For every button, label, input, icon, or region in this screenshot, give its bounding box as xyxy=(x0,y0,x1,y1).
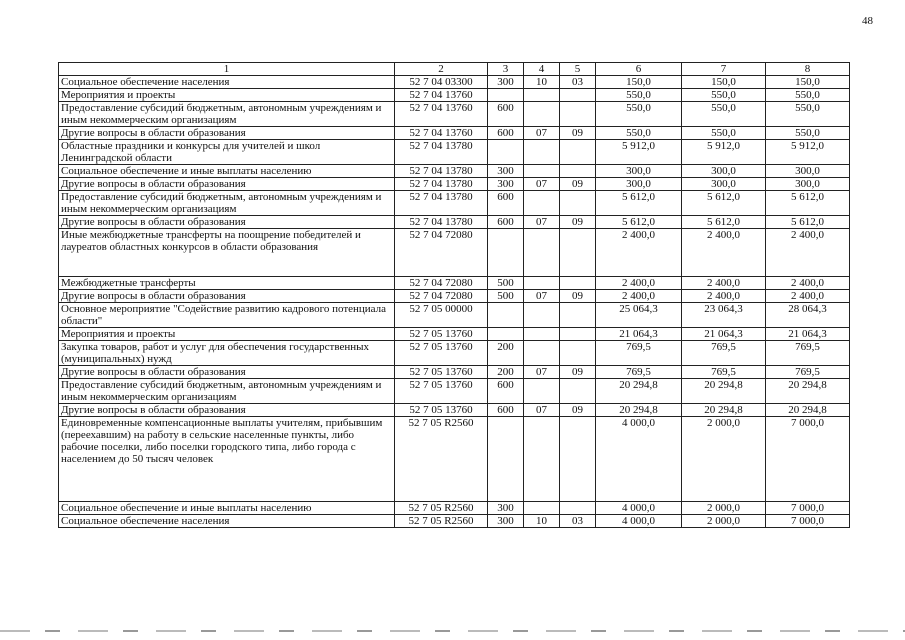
table-cell-amount-col8: 5 912,0 xyxy=(766,140,850,165)
table-cell-section: 07 xyxy=(524,404,560,417)
table-cell-code: 52 7 04 13780 xyxy=(395,216,488,229)
table-cell-amount-col7: 769,5 xyxy=(682,366,766,379)
table-cell-name: Социальное обеспечение населения xyxy=(59,76,395,89)
table-cell-code: 52 7 05 R2560 xyxy=(395,417,488,502)
table-cell-amount-col6: 150,0 xyxy=(596,76,682,89)
table-cell-amount-col8: 2 400,0 xyxy=(766,290,850,303)
table-row xyxy=(59,127,850,140)
table-cell-expense-type xyxy=(488,303,524,328)
table-cell-amount-col6: 769,5 xyxy=(596,366,682,379)
table-cell-code: 52 7 04 13760 xyxy=(395,89,488,102)
table-cell-amount-col7: 300,0 xyxy=(682,165,766,178)
table-cell-amount-col7: 2 400,0 xyxy=(682,277,766,290)
table-cell-subsection xyxy=(560,502,596,515)
table-cell-name: Закупка товаров, работ и услуг для обеспечения государственных (муниципальных) нужд xyxy=(59,341,395,366)
table-cell-expense-type: 600 xyxy=(488,191,524,216)
table-row xyxy=(59,102,850,127)
table-cell-amount-col8: 550,0 xyxy=(766,102,850,127)
page-number: 48 xyxy=(862,15,873,27)
table-cell-amount-col6: 4 000,0 xyxy=(596,515,682,528)
table-cell-amount-col7: 2 000,0 xyxy=(682,515,766,528)
table-row xyxy=(59,502,850,515)
table-cell-name: Другие вопросы в области образования xyxy=(59,290,395,303)
table-cell-section xyxy=(524,229,560,277)
table-cell-section: 10 xyxy=(524,76,560,89)
table-row xyxy=(59,366,850,379)
table-cell-subsection xyxy=(560,165,596,178)
table-cell-code: 52 7 04 13780 xyxy=(395,140,488,165)
table-cell-subsection xyxy=(560,379,596,404)
table-cell-amount-col8: 7 000,0 xyxy=(766,502,850,515)
column-header: 8 xyxy=(766,63,850,76)
table-cell-amount-col6: 550,0 xyxy=(596,89,682,102)
table-cell-amount-col6: 4 000,0 xyxy=(596,417,682,502)
table-cell-amount-col7: 20 294,8 xyxy=(682,379,766,404)
column-header: 4 xyxy=(524,63,560,76)
table-cell-expense-type: 600 xyxy=(488,216,524,229)
table-cell-amount-col6: 5 912,0 xyxy=(596,140,682,165)
table-cell-amount-col6: 550,0 xyxy=(596,102,682,127)
table-cell-subsection xyxy=(560,229,596,277)
table-cell-code: 52 7 04 13780 xyxy=(395,178,488,191)
table-cell-expense-type: 500 xyxy=(488,277,524,290)
table-cell-amount-col7: 150,0 xyxy=(682,76,766,89)
table-cell-code: 52 7 04 72080 xyxy=(395,290,488,303)
table-cell-expense-type: 300 xyxy=(488,178,524,191)
column-header: 1 xyxy=(59,63,395,76)
table-cell-expense-type: 300 xyxy=(488,165,524,178)
table-cell-amount-col6: 21 064,3 xyxy=(596,328,682,341)
table-cell-code: 52 7 05 13760 xyxy=(395,366,488,379)
table-cell-amount-col6: 20 294,8 xyxy=(596,379,682,404)
table-cell-amount-col8: 769,5 xyxy=(766,341,850,366)
table-cell-amount-col7: 2 000,0 xyxy=(682,502,766,515)
table-cell-subsection xyxy=(560,328,596,341)
table-cell-name: Областные праздники и конкурсы для учителей и школ Ленинградской области xyxy=(59,140,395,165)
table-cell-subsection: 09 xyxy=(560,178,596,191)
table-cell-code: 52 7 04 13780 xyxy=(395,165,488,178)
table-row xyxy=(59,165,850,178)
table-cell-amount-col8: 300,0 xyxy=(766,178,850,191)
table-row xyxy=(59,341,850,366)
table-cell-name: Предоставление субсидий бюджетным, автономным учреждениям и иным некоммерческим организациям xyxy=(59,191,395,216)
table-cell-amount-col6: 300,0 xyxy=(596,165,682,178)
table-cell-name: Основное мероприятие "Содействие развитию кадрового потенциала области" xyxy=(59,303,395,328)
table-cell-amount-col8: 5 612,0 xyxy=(766,191,850,216)
table-cell-amount-col8: 550,0 xyxy=(766,127,850,140)
column-header: 5 xyxy=(560,63,596,76)
table-cell-expense-type: 200 xyxy=(488,341,524,366)
column-header: 7 xyxy=(682,63,766,76)
table-row xyxy=(59,404,850,417)
table-row xyxy=(59,89,850,102)
table-row xyxy=(59,303,850,328)
table-cell-section xyxy=(524,303,560,328)
table-cell-amount-col7: 300,0 xyxy=(682,178,766,191)
table-cell-subsection: 09 xyxy=(560,404,596,417)
table-cell-amount-col6: 20 294,8 xyxy=(596,404,682,417)
table-cell-amount-col7: 2 400,0 xyxy=(682,229,766,277)
table-cell-name: Иные межбюджетные трансферты на поощрение победителей и лауреатов областных конкурсов в области образования xyxy=(59,229,395,277)
column-header: 3 xyxy=(488,63,524,76)
column-header: 2 xyxy=(395,63,488,76)
table-cell-amount-col8: 2 400,0 xyxy=(766,277,850,290)
table-cell-amount-col8: 20 294,8 xyxy=(766,379,850,404)
table-cell-subsection xyxy=(560,191,596,216)
column-header: 6 xyxy=(596,63,682,76)
table-cell-expense-type xyxy=(488,417,524,502)
table-cell-amount-col7: 550,0 xyxy=(682,102,766,127)
table-row xyxy=(59,140,850,165)
table-row xyxy=(59,216,850,229)
table-cell-amount-col6: 25 064,3 xyxy=(596,303,682,328)
table-cell-amount-col8: 769,5 xyxy=(766,366,850,379)
table-cell-amount-col8: 550,0 xyxy=(766,89,850,102)
table-cell-amount-col8: 21 064,3 xyxy=(766,328,850,341)
table-cell-code: 52 7 05 13760 xyxy=(395,341,488,366)
table-cell-section: 10 xyxy=(524,515,560,528)
table-cell-amount-col8: 20 294,8 xyxy=(766,404,850,417)
table-cell-amount-col7: 21 064,3 xyxy=(682,328,766,341)
table-cell-amount-col8: 7 000,0 xyxy=(766,515,850,528)
table-cell-amount-col8: 300,0 xyxy=(766,165,850,178)
table-cell-amount-col8: 150,0 xyxy=(766,76,850,89)
table-cell-amount-col7: 20 294,8 xyxy=(682,404,766,417)
table-cell-subsection: 03 xyxy=(560,515,596,528)
table-cell-section xyxy=(524,102,560,127)
table-cell-amount-col6: 769,5 xyxy=(596,341,682,366)
table-cell-name: Другие вопросы в области образования xyxy=(59,404,395,417)
table-cell-amount-col6: 2 400,0 xyxy=(596,277,682,290)
table-cell-amount-col7: 2 000,0 xyxy=(682,417,766,502)
table-cell-subsection xyxy=(560,341,596,366)
table-cell-amount-col6: 2 400,0 xyxy=(596,290,682,303)
table-cell-section: 07 xyxy=(524,178,560,191)
table-cell-name: Мероприятия и проекты xyxy=(59,89,395,102)
table-cell-subsection xyxy=(560,140,596,165)
table-cell-amount-col8: 7 000,0 xyxy=(766,417,850,502)
table-cell-code: 52 7 04 72080 xyxy=(395,229,488,277)
table-cell-section xyxy=(524,165,560,178)
table-cell-subsection: 09 xyxy=(560,127,596,140)
table-cell-name: Другие вопросы в области образования xyxy=(59,178,395,191)
table-cell-subsection: 03 xyxy=(560,76,596,89)
table-cell-section: 07 xyxy=(524,127,560,140)
table-cell-expense-type: 600 xyxy=(488,127,524,140)
table-cell-amount-col6: 4 000,0 xyxy=(596,502,682,515)
table-cell-subsection xyxy=(560,303,596,328)
table-cell-section xyxy=(524,417,560,502)
table-cell-name: Другие вопросы в области образования xyxy=(59,216,395,229)
table-cell-expense-type: 600 xyxy=(488,102,524,127)
table-cell-code: 52 7 05 13760 xyxy=(395,328,488,341)
table-cell-subsection: 09 xyxy=(560,290,596,303)
table-row xyxy=(59,290,850,303)
table-cell-section xyxy=(524,89,560,102)
scan-artifact-strip xyxy=(0,630,905,632)
header-row xyxy=(59,63,850,76)
table-cell-name: Мероприятия и проекты xyxy=(59,328,395,341)
table-cell-section xyxy=(524,191,560,216)
table-cell-subsection xyxy=(560,102,596,127)
table-cell-section: 07 xyxy=(524,366,560,379)
table-cell-amount-col7: 550,0 xyxy=(682,127,766,140)
table-row xyxy=(59,328,850,341)
table-row xyxy=(59,229,850,277)
table-cell-expense-type: 300 xyxy=(488,502,524,515)
table-cell-section xyxy=(524,328,560,341)
table-cell-amount-col6: 2 400,0 xyxy=(596,229,682,277)
table-cell-name: Другие вопросы в области образования xyxy=(59,127,395,140)
table-cell-amount-col7: 550,0 xyxy=(682,89,766,102)
table-cell-name: Другие вопросы в области образования xyxy=(59,366,395,379)
table-cell-amount-col8: 28 064,3 xyxy=(766,303,850,328)
table-cell-amount-col6: 550,0 xyxy=(596,127,682,140)
table-cell-expense-type xyxy=(488,229,524,277)
table-cell-subsection xyxy=(560,89,596,102)
table-cell-name: Социальное обеспечение и иные выплаты населению xyxy=(59,502,395,515)
table-cell-name: Единовременные компенсационные выплаты учителям, прибывшим (переехавшим) на работу в сельские населенные пункты, либо рабочие поселки, либо поселки городского типа, либо города с населением до 50 тысяч человек xyxy=(59,417,395,502)
table-cell-subsection xyxy=(560,277,596,290)
table-cell-amount-col7: 23 064,3 xyxy=(682,303,766,328)
table-cell-expense-type xyxy=(488,89,524,102)
table-row xyxy=(59,277,850,290)
table-cell-name: Предоставление субсидий бюджетным, автономным учреждениям и иным некоммерческим организациям xyxy=(59,379,395,404)
table-cell-section: 07 xyxy=(524,216,560,229)
table-cell-code: 52 7 04 72080 xyxy=(395,277,488,290)
table-cell-amount-col7: 2 400,0 xyxy=(682,290,766,303)
table-cell-amount-col7: 5 912,0 xyxy=(682,140,766,165)
table-body xyxy=(59,76,850,528)
table-row xyxy=(59,515,850,528)
table-row xyxy=(59,191,850,216)
table-cell-section xyxy=(524,502,560,515)
table-cell-code: 52 7 04 03300 xyxy=(395,76,488,89)
table-cell-code: 52 7 04 13760 xyxy=(395,127,488,140)
table-row xyxy=(59,178,850,191)
table-cell-amount-col6: 300,0 xyxy=(596,178,682,191)
table-cell-amount-col6: 5 612,0 xyxy=(596,216,682,229)
table-cell-code: 52 7 04 13760 xyxy=(395,102,488,127)
table-cell-amount-col7: 5 612,0 xyxy=(682,191,766,216)
table-cell-name: Социальное обеспечение населения xyxy=(59,515,395,528)
table-cell-name: Предоставление субсидий бюджетным, автономным учреждениям и иным некоммерческим организациям xyxy=(59,102,395,127)
table-cell-expense-type: 600 xyxy=(488,379,524,404)
table-cell-code: 52 7 05 00000 xyxy=(395,303,488,328)
table-cell-section: 07 xyxy=(524,290,560,303)
table-cell-name: Межбюджетные трансферты xyxy=(59,277,395,290)
table-cell-expense-type: 300 xyxy=(488,515,524,528)
table-cell-section xyxy=(524,379,560,404)
table-cell-expense-type: 500 xyxy=(488,290,524,303)
table-cell-subsection xyxy=(560,417,596,502)
table-cell-amount-col8: 2 400,0 xyxy=(766,229,850,277)
table-cell-subsection: 09 xyxy=(560,216,596,229)
table-row xyxy=(59,417,850,502)
table-cell-section xyxy=(524,277,560,290)
table-cell-code: 52 7 05 R2560 xyxy=(395,515,488,528)
table-row xyxy=(59,379,850,404)
table-cell-expense-type: 600 xyxy=(488,404,524,417)
table-cell-expense-type: 300 xyxy=(488,76,524,89)
table-cell-amount-col8: 5 612,0 xyxy=(766,216,850,229)
table-cell-expense-type: 200 xyxy=(488,366,524,379)
table-cell-code: 52 7 05 13760 xyxy=(395,404,488,417)
table-cell-amount-col7: 769,5 xyxy=(682,341,766,366)
budget-table xyxy=(58,62,850,528)
table-cell-section xyxy=(524,341,560,366)
table-cell-expense-type xyxy=(488,328,524,341)
table-cell-name: Социальное обеспечение и иные выплаты населению xyxy=(59,165,395,178)
table-cell-subsection: 09 xyxy=(560,366,596,379)
table-cell-expense-type xyxy=(488,140,524,165)
table-cell-section xyxy=(524,140,560,165)
table-row xyxy=(59,76,850,89)
table-cell-amount-col7: 5 612,0 xyxy=(682,216,766,229)
table-cell-code: 52 7 05 R2560 xyxy=(395,502,488,515)
table-cell-code: 52 7 04 13780 xyxy=(395,191,488,216)
table-cell-amount-col6: 5 612,0 xyxy=(596,191,682,216)
table-cell-code: 52 7 05 13760 xyxy=(395,379,488,404)
